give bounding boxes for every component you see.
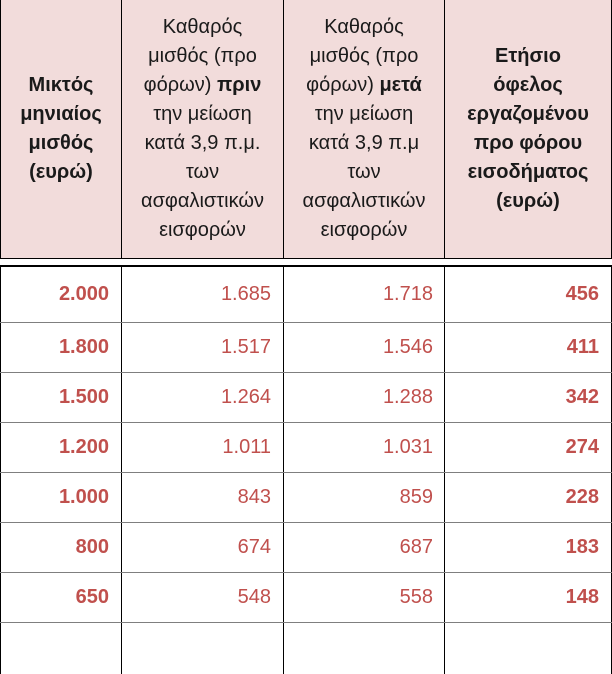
- cell-gross: 2.000: [0, 267, 121, 322]
- cell-gross: 800: [0, 523, 121, 572]
- cell-net-after: 687: [283, 523, 444, 572]
- cell-net-after: 558: [283, 573, 444, 622]
- cell-net-after: 1.546: [283, 323, 444, 372]
- header-line: κατά 3,9 π.μ.: [144, 132, 261, 154]
- header-line: Ετήσιο: [495, 45, 561, 67]
- header-line: (ευρώ): [29, 161, 93, 183]
- cell-net-before: 674: [121, 523, 283, 572]
- cell-benefit: 274: [444, 423, 612, 472]
- header-line: των: [185, 161, 220, 183]
- cell-net-before: 548: [121, 573, 283, 622]
- cell-empty: [121, 623, 283, 674]
- header-line: ασφαλιστικών: [141, 190, 264, 212]
- cell-net-after: 1.718: [283, 267, 444, 322]
- header-emphasis: μετά: [379, 74, 422, 96]
- table-row: [0, 323, 612, 373]
- cell-net-after: 1.031: [283, 423, 444, 472]
- header-line: μισθός (προ: [309, 45, 419, 67]
- cell-net-before: 843: [121, 473, 283, 522]
- cell-gross: 1.800: [0, 323, 121, 372]
- cell-net-before: 1.685: [121, 267, 283, 322]
- header-line: εισφορών: [159, 219, 246, 241]
- header-emphasis: πριν: [216, 74, 262, 96]
- header-line: των: [347, 161, 381, 183]
- table-body: [0, 267, 612, 674]
- table-header: [0, 0, 612, 259]
- cell-benefit: 228: [444, 473, 612, 522]
- table-row: [0, 373, 612, 423]
- header-line: ασφαλιστικών: [302, 190, 426, 212]
- header-line: (ευρώ): [496, 190, 560, 212]
- header-net-before: [121, 0, 283, 258]
- header-line: φόρων): [143, 74, 217, 96]
- header-gross-salary: [0, 0, 121, 258]
- cell-net-before: 1.264: [121, 373, 283, 422]
- cell-benefit: 342: [444, 373, 612, 422]
- cell-empty: [444, 623, 612, 674]
- cell-benefit: 411: [444, 323, 612, 372]
- header-line: μισθός (προ: [148, 45, 257, 67]
- cell-benefit: 456: [444, 267, 612, 322]
- cell-net-after: 859: [283, 473, 444, 522]
- table-row: [0, 473, 612, 523]
- table-row-empty: [0, 623, 612, 674]
- header-line: όφελος: [493, 74, 563, 96]
- cell-gross: 1.500: [0, 373, 121, 422]
- cell-gross: 650: [0, 573, 121, 622]
- table-row: [0, 423, 612, 473]
- cell-net-after: 1.288: [283, 373, 444, 422]
- header-line: την μείωση: [153, 103, 252, 125]
- header-line: φόρων): [306, 74, 380, 96]
- header-line: εργαζομένου: [467, 103, 589, 125]
- header-line: μηνιαίος: [20, 103, 102, 125]
- cell-net-before: 1.011: [121, 423, 283, 472]
- cell-empty: [0, 623, 121, 674]
- header-line: Καθαρός: [324, 16, 404, 38]
- table-row: [0, 523, 612, 573]
- header-line: Καθαρός: [162, 16, 243, 38]
- header-net-after: [283, 0, 444, 258]
- header-line: εισοδήματος: [467, 161, 589, 183]
- header-annual-benefit: [444, 0, 612, 258]
- table-row: [0, 573, 612, 623]
- cell-empty: [283, 623, 444, 674]
- cell-net-before: 1.517: [121, 323, 283, 372]
- table-row: [0, 267, 612, 323]
- cell-gross: 1.000: [0, 473, 121, 522]
- cell-gross: 1.200: [0, 423, 121, 472]
- header-line: μισθός: [28, 132, 94, 154]
- header-line: Μικτός: [28, 74, 94, 96]
- header-line: προ φόρου: [473, 132, 583, 154]
- header-line: την μείωση: [314, 103, 414, 125]
- cell-benefit: 148: [444, 573, 612, 622]
- header-line: κατά 3,9 π.μ: [308, 132, 420, 154]
- header-line: εισφορών: [320, 219, 408, 241]
- cell-benefit: 183: [444, 523, 612, 572]
